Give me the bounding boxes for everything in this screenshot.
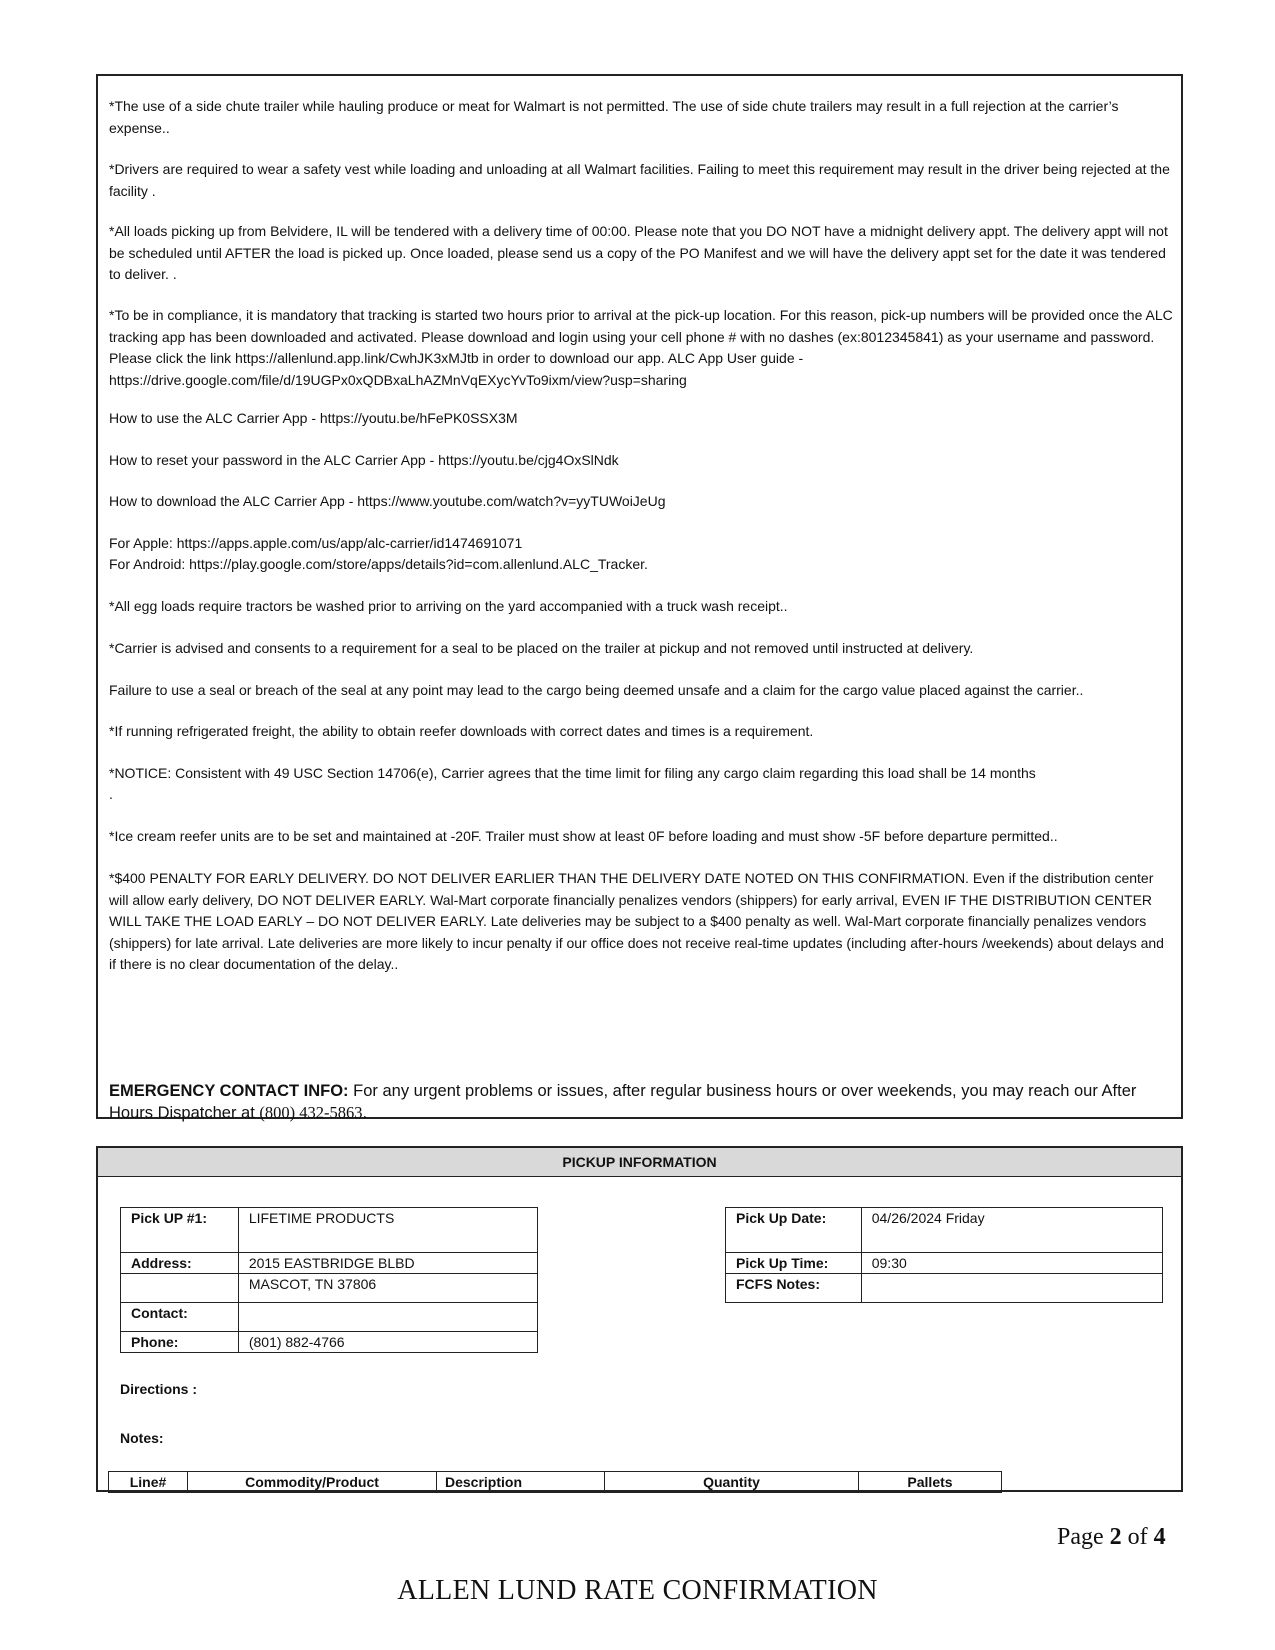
terms-section (96, 74, 1183, 1122)
term-app-usage-link[interactable]: How to use the ALC Carrier App - https://youtu.be/hFePK0SSX3M (109, 410, 518, 426)
term-egg-loads: *All egg loads require tractors be washed prior to arriving on the yard accompanied with a truck wash receipt.. (109, 598, 788, 614)
address-blank-cell (121, 1274, 239, 1303)
term-tracking: *To be in compliance, it is mandatory that tracking is started two hours prior to arrival at the pick-up location. For this reason, pick-up numbers will be provided once the ALC tracking app has been downloaded and activated. Please download and login using your cell phone # with no dashes (ex:8012345841) as your username and password. Please click the link https://allenlund.app.link/CwhJK3xMJtb in order to download our app. ALC App User guide - https://drive.google.com/file/d/19UGPx0xQDBxaLhAZMnVqEXycYvTo9ixm/view?usp=sharing (109, 307, 1173, 388)
page-of: of (1121, 1524, 1154, 1550)
page-number (1057, 1524, 1166, 1551)
document-title: ALLEN LUND RATE CONFIRMATION (397, 1575, 878, 1606)
emergency-phone: (800) 432-5863 (259, 1103, 363, 1122)
pickup-date-label: Pick Up Date: (726, 1208, 862, 1253)
fcfs-notes-label: FCFS Notes: (726, 1274, 862, 1303)
term-seal-requirement: *Carrier is advised and consents to a requirement for a seal to be placed on the trailer at pickup and not removed until instructed at delivery. (109, 640, 974, 656)
page-total: 4 (1153, 1524, 1166, 1550)
pickup-schedule-table (725, 1207, 1163, 1303)
term-seal-breach: Failure to use a seal or breach of the seal at any point may lead to the cargo being deemed unsafe and a claim for the cargo value placed against the carrier.. (109, 682, 1084, 698)
contact-value (238, 1303, 537, 1332)
emergency-contact (109, 1080, 1173, 1124)
pickup-number-value: LIFETIME PRODUCTS (238, 1208, 537, 1253)
contact-label: Contact: (121, 1303, 239, 1332)
phone-value: (801) 882-4766 (238, 1332, 537, 1353)
emergency-label: EMERGENCY CONTACT INFO: (109, 1082, 349, 1100)
term-apple-link[interactable]: For Apple: https://apps.apple.com/us/app/alc-carrier/id1474691071 (109, 535, 523, 551)
term-download-app-link[interactable]: How to download the ALC Carrier App - https://www.youtube.com/watch?v=yyTUWoiJeUg (109, 493, 666, 509)
pickup-time-label: Pick Up Time: (726, 1253, 862, 1274)
pickup-number-label: Pick UP #1: (121, 1208, 239, 1253)
term-android-link[interactable]: For Android: https://play.google.com/store/apps/details?id=com.allenlund.ALC_Tracker. (109, 556, 648, 572)
pickup-location-table (120, 1207, 538, 1353)
term-penalty: *$400 PENALTY FOR EARLY DELIVERY. DO NOT DELIVER EARLIER THAN THE DELIVERY DATE NOTED ON THIS CONFIRMATION. Even if the distribution center will allow early delivery, DO NOT DELIVER EARLY. Wal-Mart corporate financially penalizes vendors (shippers) for early arrival, EVEN IF THE DISTRIBUTION CENTER WILL TAKE THE LOAD EARLY – DO NOT DELIVER EARLY. Late deliveries may be subject to a $400 penalty as well. Wal-Mart corporate financially penalizes vendors (shippers) for late arrival. Late deliveries are more likely to incur penalty if our office does not receive real-time updates (including after-hours /weekends) about delays and if there is no clear documentation of the delay.. (109, 870, 1164, 973)
notes-label: Notes: (120, 1430, 164, 1446)
term-belvidere: *All loads picking up from Belvidere, IL will be tendered with a delivery time of 00:00. Please note that you DO NOT have a midnight delivery appt. The delivery appt will not be scheduled until AFTER the load is picked up. Once loaded, please send us a copy of the PO Manifest and we will have the delivery appt set for the date it was tendered to deliver. . (109, 223, 1168, 283)
column-pallets: Pallets (859, 1472, 1002, 1493)
fcfs-notes-value (861, 1274, 1162, 1303)
commodity-table-header (108, 1471, 1002, 1493)
pickup-section (96, 1146, 1183, 1492)
address-line1: 2015 EASTBRIDGE BLBD (238, 1253, 537, 1274)
column-description: Description (437, 1472, 605, 1493)
term-reset-password-link[interactable]: How to reset your password in the ALC Carrier App - https://youtu.be/cjg4OxSlNdk (109, 452, 619, 468)
pickup-date-value: 04/26/2024 Friday (861, 1208, 1162, 1253)
phone-label: Phone: (121, 1332, 239, 1353)
term-notice-dot: . (109, 786, 113, 802)
pickup-time-value: 09:30 (861, 1253, 1162, 1274)
address-label: Address: (121, 1253, 239, 1274)
column-line-number: Line# (109, 1472, 188, 1493)
directions-label: Directions : (120, 1381, 198, 1397)
term-safety-vest: *Drivers are required to wear a safety vest while loading and unloading at all Walmart facilities. Failing to meet this requirement may result in the driver being rejected at the facility . (109, 161, 1170, 199)
term-notice: *NOTICE: Consistent with 49 USC Section 14706(e), Carrier agrees that the time limit for filing any cargo claim regarding this load shall be 14 months (109, 765, 1036, 781)
column-quantity: Quantity (605, 1472, 859, 1493)
pickup-header: PICKUP INFORMATION (98, 1148, 1181, 1177)
page-prefix: Page (1057, 1524, 1110, 1550)
emergency-text: For any urgent problems or issues, after regular business hours or over weekends, you may reach our After Hours Dispatcher at (109, 1082, 1137, 1122)
term-ice-cream: *Ice cream reefer units are to be set and maintained at -20F. Trailer must show at least 0F before loading and must show -5F before departure permitted.. (109, 828, 1058, 844)
term-side-chute: *The use of a side chute trailer while hauling produce or meat for Walmart is not permitted. The use of side chute trailers may result in a full rejection at the carrier’s expense.. (109, 98, 1119, 136)
term-reefer-downloads: *If running refrigerated freight, the ability to obtain reefer downloads with correct dates and times is a requirement. (109, 723, 814, 739)
address-line2: MASCOT, TN 37806 (238, 1274, 537, 1303)
column-commodity: Commodity/Product (188, 1472, 437, 1493)
page-current: 2 (1109, 1524, 1122, 1550)
emergency-end: . (362, 1104, 368, 1122)
